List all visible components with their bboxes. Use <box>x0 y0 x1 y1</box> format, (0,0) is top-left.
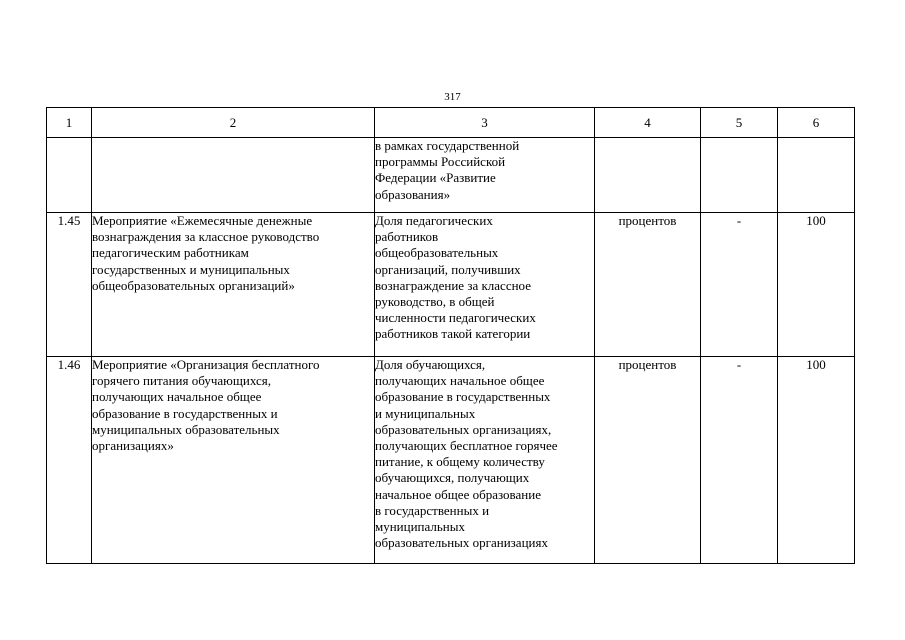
indicator-line: работников <box>375 229 439 245</box>
unit-cell: процентов <box>595 357 701 564</box>
indicator-line: образование в государственных <box>375 389 551 405</box>
indicator-cell <box>375 138 595 213</box>
measure-line: государственных и муниципальных <box>92 261 290 277</box>
indicator-line: руководство, в общей <box>375 294 495 310</box>
indicator-line: организаций, получивших <box>375 261 521 277</box>
indicator-line: общеобразовательных <box>375 245 499 261</box>
measure-line: горячего питания обучающихся, <box>92 373 271 389</box>
column-header-4: 4 <box>595 108 701 138</box>
measure-line: муниципальных образовательных <box>92 421 280 437</box>
indicator-line: образовательных организациях, <box>375 421 552 437</box>
unit-cell <box>595 138 701 213</box>
indicator-line: программы Российской <box>375 154 506 170</box>
page-number: 317 <box>444 91 461 103</box>
indicator-line: начальное общее образование <box>375 486 541 502</box>
measure-line: общеобразовательных организаций» <box>92 277 295 293</box>
indicator-line: Доля обучающихся, <box>375 357 486 372</box>
measure-line: Мероприятие «Организация бесплатного <box>92 357 320 372</box>
indicator-line: питание, к общему количеству <box>375 454 545 470</box>
indicator-line: численности педагогических <box>375 310 536 326</box>
indicator-line: обучающихся, получающих <box>375 470 530 486</box>
measure-line: вознаграждения за классное руководство <box>92 229 320 245</box>
measure-line: педагогическим работникам <box>92 245 249 261</box>
table-row <box>47 357 855 564</box>
row-number-cell: 1.46 <box>47 357 92 564</box>
measure-line: Мероприятие «Ежемесячные денежные <box>92 213 313 228</box>
indicator-line: в рамках государственной <box>375 138 520 153</box>
indicator-line: Федерации «Развитие <box>375 170 496 186</box>
indicator-line: и муниципальных <box>375 405 476 421</box>
value-5-cell <box>701 138 778 213</box>
indicator-line: получающих начальное общее <box>375 373 545 389</box>
column-header-1: 1 <box>47 108 92 138</box>
row-number-cell: 1.45 <box>47 213 92 357</box>
measure-line: организациях» <box>92 438 174 454</box>
measure-line: образование в государственных и <box>92 405 278 421</box>
value-6-cell: 100 <box>778 213 855 357</box>
indicator-line: муниципальных <box>375 519 466 535</box>
indicator-line: получающих бесплатное горячее <box>375 438 558 454</box>
table-row <box>47 138 855 213</box>
indicator-line: образования» <box>375 186 451 202</box>
column-header-6: 6 <box>778 108 855 138</box>
value-5-cell: - <box>701 357 778 564</box>
indicator-cell <box>375 213 595 357</box>
table-header-row <box>47 108 855 138</box>
column-header-3: 3 <box>375 108 595 138</box>
measure-cell <box>92 213 375 357</box>
measure-cell <box>92 357 375 564</box>
value-6-cell <box>778 138 855 213</box>
value-5-cell: - <box>701 213 778 357</box>
indicator-line: образовательных организациях <box>375 535 548 551</box>
indicator-line: в государственных и <box>375 502 490 518</box>
row-number-cell <box>47 138 92 213</box>
column-header-2: 2 <box>92 108 375 138</box>
indicator-line: работников такой категории <box>375 326 531 342</box>
table-row <box>47 213 855 357</box>
indicators-table <box>46 107 855 564</box>
measure-line: получающих начальное общее <box>92 389 262 405</box>
value-6-cell: 100 <box>778 357 855 564</box>
indicator-cell <box>375 357 595 564</box>
unit-cell: процентов <box>595 213 701 357</box>
indicator-line: вознаграждение за классное <box>375 277 531 293</box>
measure-cell <box>92 138 375 213</box>
column-header-5: 5 <box>701 108 778 138</box>
indicator-line: Доля педагогических <box>375 213 493 228</box>
